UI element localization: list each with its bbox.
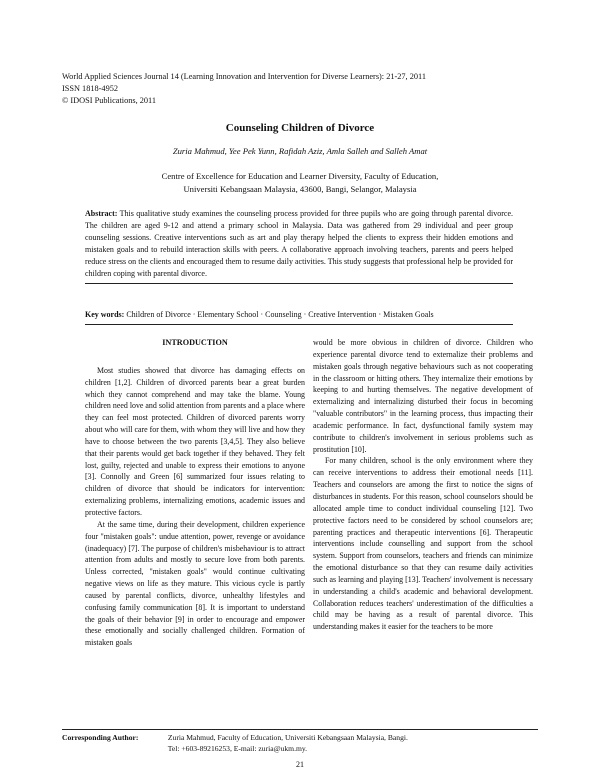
paper-authors: Zuria Mahmud, Yee Pek Yunn, Rafidah Aziz, Amla Salleh and Salleh Amat [172,146,428,156]
corresponding-author [62,732,408,754]
keywords-divider [85,324,513,325]
affiliation-line-2: Universiti Kebangsaan Malaysia, 43600, Bangi, Selangor, Malaysia [183,183,417,194]
journal-citation: World Applied Sciences Journal 14 (Learning Innovation and Intervention for Diverse Learners): 21-27, 2011 [62,72,426,81]
page-number: 21 [296,760,304,769]
section-heading: INTRODUCTION [162,338,228,347]
paper-title: Counseling Children of Divorce [225,122,375,134]
right-column [313,337,533,633]
abstract-label: Abstract: [85,209,118,218]
keywords-label: Key words: [85,310,125,319]
journal-copyright: © IDOSI Publications, 2011 [62,96,157,105]
corresponding-author-name: Zuria Mahmud, Faculty of Education, Universiti Kebangsaan Malaysia, Bangi. [167,733,408,742]
footer-divider [62,729,538,730]
left-column [85,337,305,649]
abstract-text: This qualitative study examines the counseling process provided for three pupils who are going through parental divorce. The children are aged 9-12 and attend a primary school in Malaysia. Data was gathered from 29 individual and peer group counseling sessions. Creative interventions such as art and play therapy helped the clients to express their hidden emotions and mistaken goals and to rebuild interaction skills with peers. A collaborative approach involving teachers, parents and peers helped reduce stress on the clients and encouraged them to resume daily activities. This study suggests that professional help be provided for children coping with parental divorce. [85,209,513,278]
corresponding-author-label: Corresponding Author: [62,733,139,742]
keywords [85,309,525,321]
paragraph: At the same time, during their development, children experience four "mistaken goals": undue attention, power, revenge or avoidance (inadequacy) [7]. The purpose of children's misbehaviour is to attract attention from adults and mostly to secure love from both parents. Unless corrected, "mistaken goals" would continue cultivating negative views on life as they mature. This vicious cycle is partly caused by parental conflicts, divorce, unhealthy lifestyles and confusing family communication [8]. It is important to understand the goals of their behavior [9] in order to encourage and empower these emotionally and socially challenged children. Formation of mistaken goals [85,519,305,648]
paragraph: For many children, school is the only environment where they can receive interventions to address their emotional needs [11]. Teachers and counselors are among the first to notice the signs of disturbances in students. For this reason, school counselors should be allocated ample time to conduct individual counseling [12]. Two protective factors need to be considered by school counselors are; parenting practices and therapeutic interventions [6]. Therapeutic interventions include counselling and support from the school system. Support from counselors, teachers and friends can minimize the emotional disturbance so that they can resume daily activities such as learning and playing [13]. Teachers' involvement is necessary in understanding a child's academic and behavioral development. Collaboration reduces teachers' underestimation of the difficulties a child may be having as a result of parental divorce. This understanding makes it easier for the teachers to be more [313,456,533,632]
journal-header [62,71,542,107]
abstract [85,208,513,284]
journal-issn: ISSN 1818-4952 [62,84,119,93]
corresponding-author-contact: Tel: +603-89216253, E-mail: zuria@ukm.my. [167,744,308,753]
paragraph: Most studies showed that divorce has damaging effects on children [1,2]. Children of divorced parents bear a great burden which they cannot comprehend and may take the blame. Young children need love and solid attention from parents and a place where they can feel most protected. Children of divorced parents worry about who will care for them, with whom they will live and how they have to choose between the two parents [3,4,5]. They also believe that their parents would get back together if they behaved. They felt lost, guilty, rejected and unable to express their emotions to anyone [3]. Connolly and Green [6] summarized four issues relating to children of divorce that should be indicators for intervention: externalizing problems, internalizing emotions, academic issues and protective factors. [85,365,305,517]
affiliation-line-1: Centre of Excellence for Education and Learner Diversity, Faculty of Education, [161,171,439,181]
paragraph: would be more obvious in children of divorce. Children who experience parental divorce tend to externalize their problems and mistaken goals through negative behaviours such as not cooperating in the classroom or hitting others. They internalize their emotions by keeping to and hurting themselves. The negative development of externalizing and internalizing disturbed their focus in becoming "valuable contributors" in the learning process, thus impacting their academic performance. In fact, dysfunctional family system may contribute to children's involvement in serious problems such as prostitution [10]. [313,338,533,454]
affiliation [0,170,600,195]
keywords-text: Children of Divorce · Elementary School · Counseling · Creative Intervention · Mistaken Goals [126,310,434,319]
